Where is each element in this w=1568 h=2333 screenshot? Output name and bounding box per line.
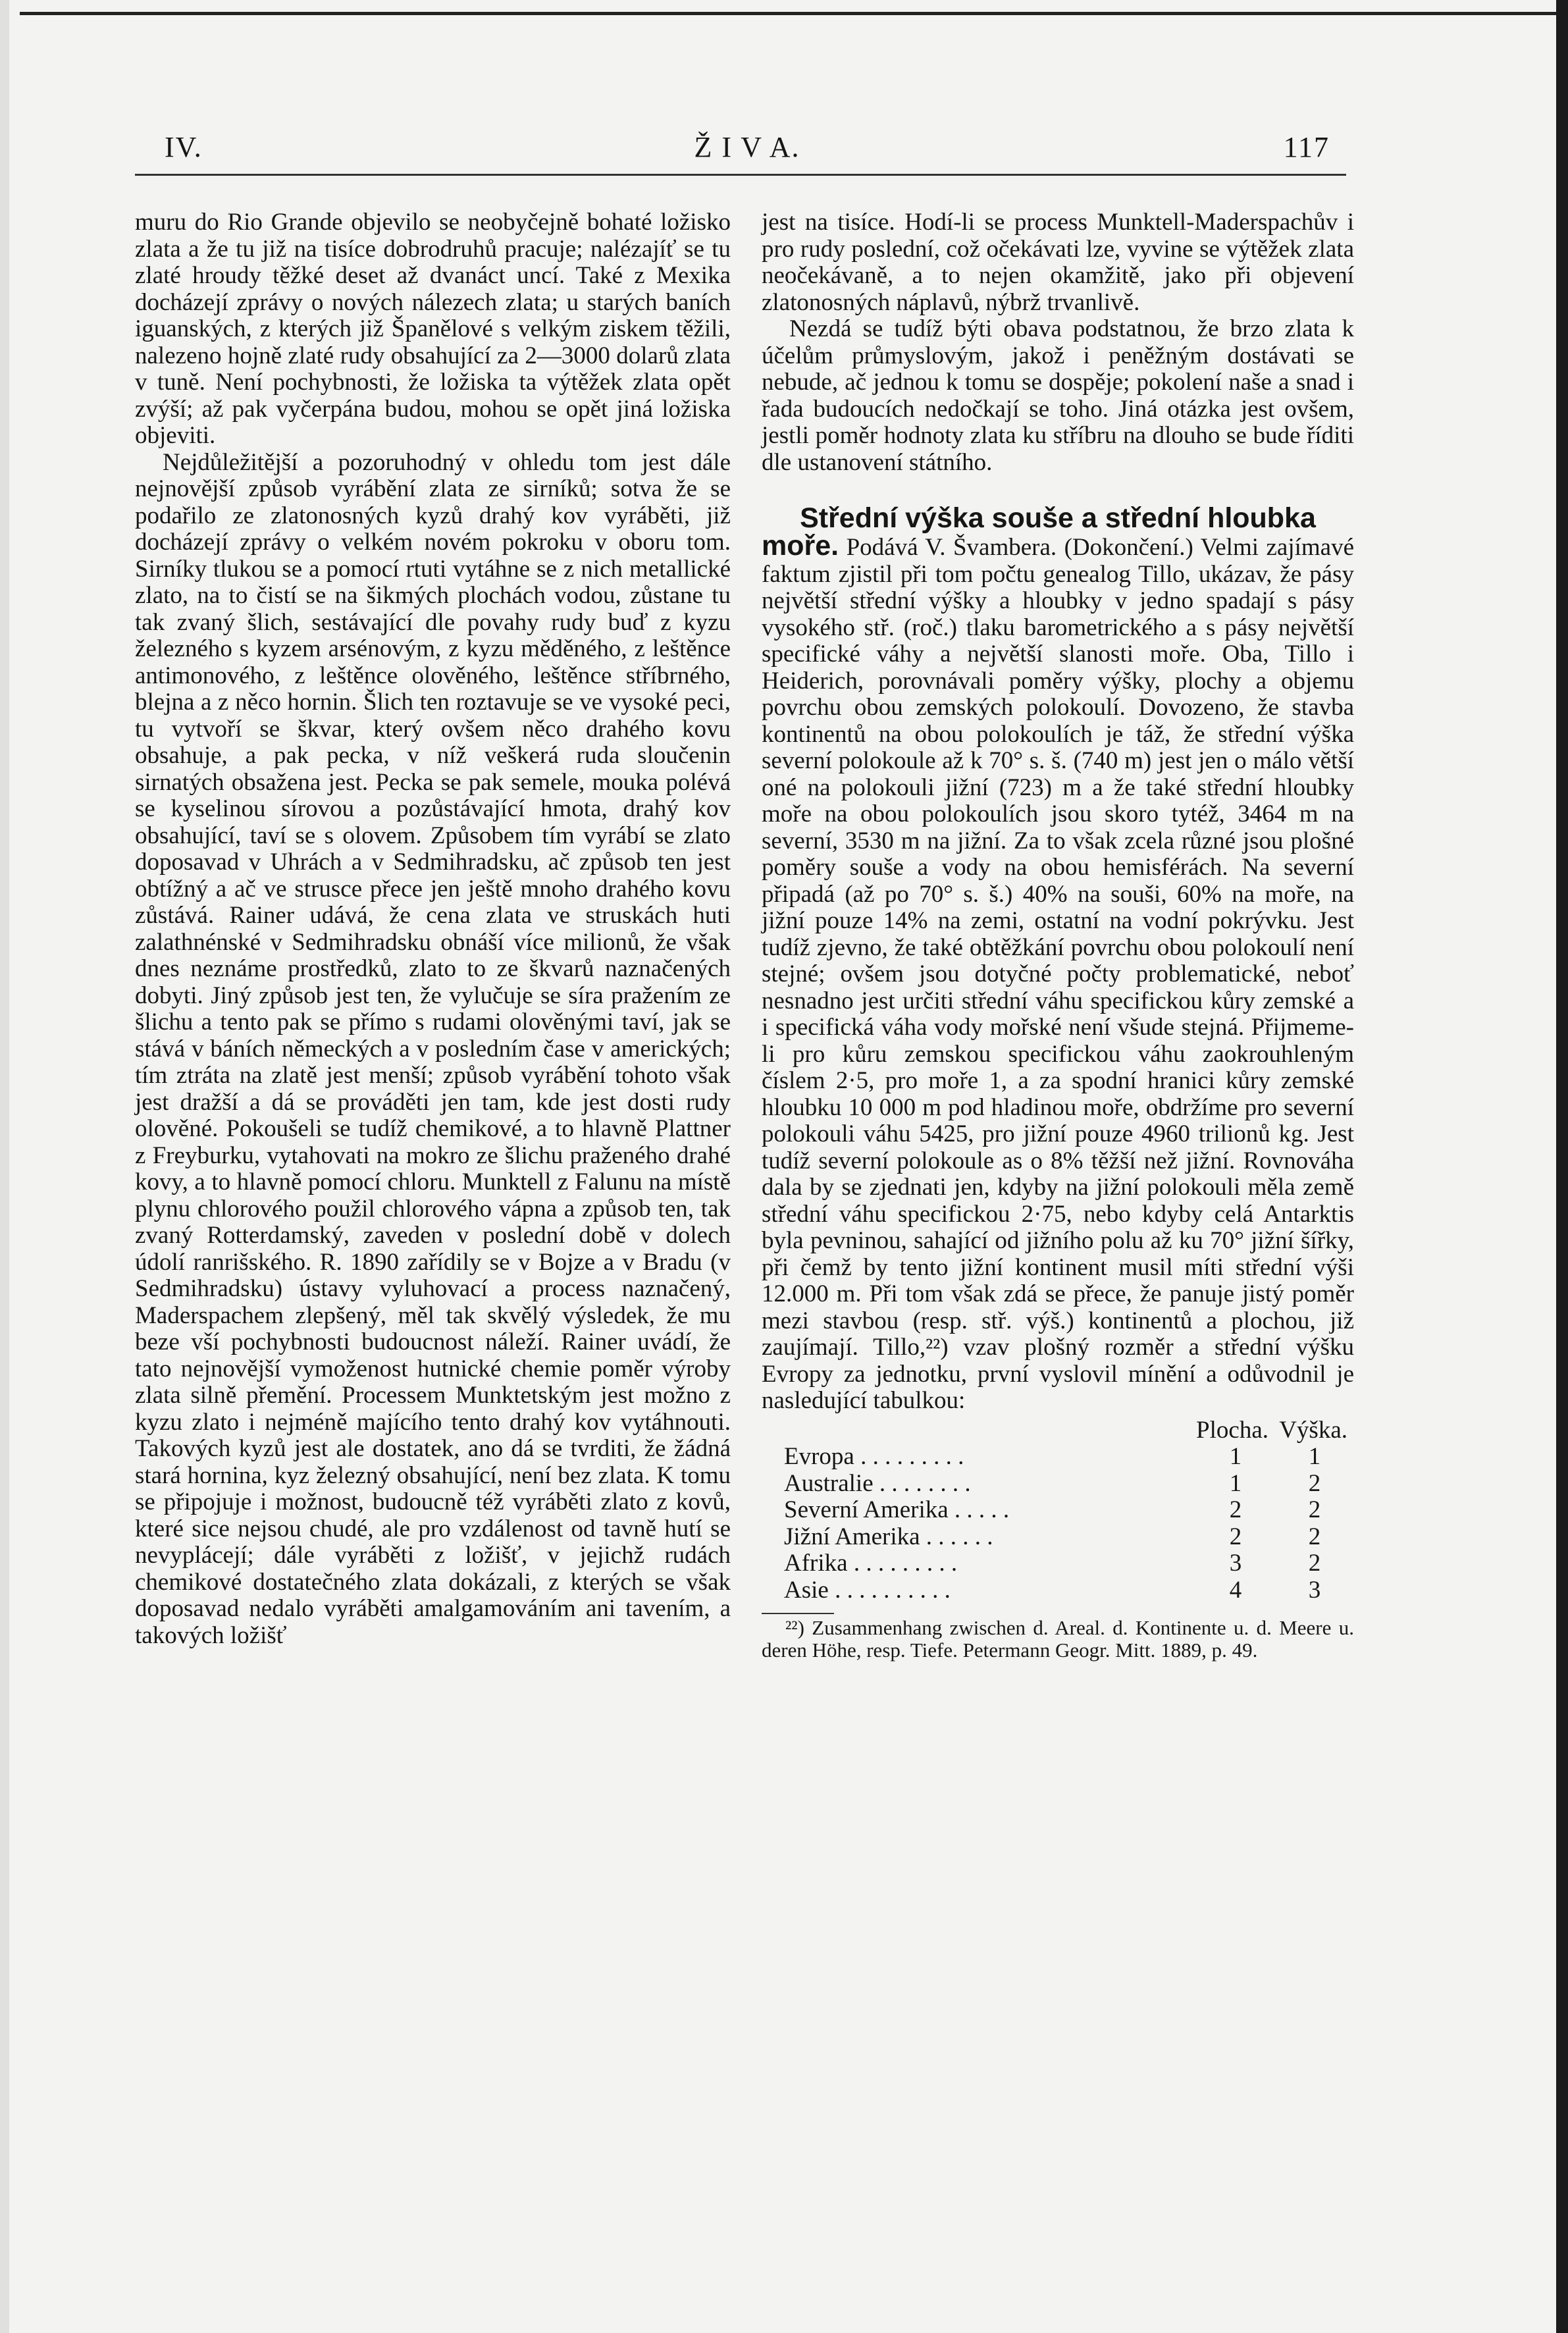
volume-number: IV. bbox=[165, 131, 203, 163]
page-edge-top bbox=[20, 12, 1557, 15]
table-header-row bbox=[762, 1417, 1354, 1444]
right-paragraph-1: jest na tisíce. Hodí-li se process Munktell-Maderspachův i pro rudy poslední, což očekávati lze, vyvine se výtěžek zlata neočekávaně, a to nejen okamžitě, jako při objevení zlatonosných náplavů, nýbrž trvanlivě. bbox=[762, 209, 1354, 316]
continents-table bbox=[762, 1417, 1354, 1604]
footnote-rule bbox=[762, 1613, 834, 1614]
row-plocha: 4 bbox=[1229, 1576, 1242, 1604]
table-row bbox=[762, 1524, 1354, 1551]
table-row bbox=[762, 1550, 1354, 1577]
right-column bbox=[762, 209, 1354, 1662]
row-vyska: 2 bbox=[1308, 1550, 1321, 1577]
section-heading: Střední výška souše a střední hloubka bbox=[800, 502, 1316, 534]
row-plocha: 3 bbox=[1229, 1550, 1242, 1577]
journal-title: Ž I V A. bbox=[694, 131, 800, 163]
row-vyska: 1 bbox=[1308, 1443, 1321, 1470]
table-row bbox=[762, 1497, 1354, 1524]
col-header-vyska: Výška. bbox=[1279, 1416, 1347, 1444]
page-edge-right bbox=[1556, 0, 1568, 2333]
row-name: Jižní Amerika . . . . . . bbox=[784, 1523, 993, 1550]
row-plocha: 1 bbox=[1229, 1443, 1242, 1470]
row-vyska: 2 bbox=[1308, 1523, 1321, 1550]
running-header bbox=[165, 130, 1330, 170]
row-name: Afrika . . . . . . . . . bbox=[784, 1550, 958, 1577]
section-heading-tail: moře. bbox=[762, 530, 839, 562]
table-row bbox=[762, 1471, 1354, 1498]
row-name: Asie . . . . . . . . . . bbox=[784, 1576, 951, 1604]
row-plocha: 2 bbox=[1229, 1496, 1242, 1523]
row-vyska: 2 bbox=[1308, 1469, 1321, 1497]
row-vyska: 3 bbox=[1308, 1576, 1321, 1604]
section-lead bbox=[762, 530, 1355, 1415]
row-name: Severní Amerika . . . . . bbox=[784, 1496, 1010, 1523]
table-row bbox=[762, 1577, 1354, 1604]
row-name: Australie . . . . . . . . bbox=[784, 1469, 971, 1497]
left-paragraph-1: muru do Rio Grande objevilo se neobyčejně bohaté ložisko zlata a že tu již na tisíce dobrodruhů pracuje; nalézajíť se tu zlaté hroudy těžké deset až dvanáct uncí. Také z Mexika docházejí zprávy o nových nálezech zlata; u starých baních iguanských, z kterých již Španělové s velkým ziskem těžili, nalezeno hojně zlaté rudy obsahující za 2—3000 dolarů zlata v tuně. Není pochybnosti, že ložiska ta výtěžek zlata opět zvýší; až pak vyčerpána budou, mohou se opět jiná ložiska objeviti. bbox=[135, 209, 731, 449]
left-paragraph-2: Nejdůležitější a pozoruhodný v ohledu tom jest dále nejnovější způsob vyrábění zlata ze sirníků; sotva že se podařilo ze zlatonosných kyzů drahý kov vyráběti, již docházejí zprávy o velkém novém pokroku v oboru tom. Sirníky tlukou se a pomocí rtuti vytáhne se z nich metallické zlato, na to čistí se na šikmých plochách vodou, zůstane tu tak zvaný šlich, sestávající dle povahy rudy buď z kyzu železného s kyzem arsénovým, z kyzu měděného, z leštěnce antimonového, z leštěnce olověného, leštěnce stříbrného, blejna a z něco hornin. Šlich ten roztavuje se ve vysoké peci, tu vytvoří se škvar, který ovšem něco drahého kovu obsahuje, a pak pecka, v níž veškerá ruda sloučenin sirnatých obsažena jest. Pecka se pak semele, mouka polévá se kyselinou sírovou a pozůstávající hmota, drahý kov obsahující, taví se s olovem. Způsobem tím vyrábí se zlato doposavad v Uhrách a v Sedmihradsku, ač způsob ten jest obtížný a ač ve strusce přece jen ještě mnoho drahého kovu zůstává. Rainer udává, že cena zlata ve struskách huti zalathnénské v Sedmihradsku obnáší více milionů, že však dnes neznáme prostředků, zlato to ze škvarů naznačených dobyti. Jiný způsob jest ten, že vylučuje se síra pražením ze šlichu a tento pak se přímo s rudami olověnými taví, jak se stává v báních německých a v posledním čase v amerických; tím ztráta na zlatě jest menší; způsob vyrábění tohoto však jest dražší a dá se prováděti jen tam, kde jest dosti rudy olověné. Pokoušeli se tudíž chemikové, a to hlavně Plattner z Freyburku, vytahovati na mokro ze šlichu praženého drahé kovy, a to hlavně pomocí chloru. Munktell z Falunu na místě plynu chlorového použil chlorového vápna a způsob ten, tak zvaný Rotterdamský, zaveden v poslední době v dolech údolí ranrišského. R. 1890 zařídily se v Bojze a v Bradu (v Sedmihradsku) ústavy vyluhovací a process naznačený, Maderspachem zlepšený, měl tak skvělý výsledek, že mu beze vší pochybnosti budoucnost náleží. Rainer uvádí, že tato nejnovější vymoženost hutnické chemie poměr výroby zlata silně přemění. Processem Munktetským jest možno z kyzu zlato i nejméně majícího tento drahý kov vytáhnouti. Takových kyzů jest ale dostatek, ano dá se tvrditi, že žádná stará hornina, kyz železný obsahující, není bez zlata. K tomu se připojuje i možnost, budoucně též vyráběti zlato z kovů, které sice nejsou chudé, ale pro vzdálenost od tavně hutí se nevyplácejí; dále vyráběti z ložišť, v jejichž rudách chemikové dostatečného zlata dokázali, z kterých se však doposavad nedalo vyráběti amalgamováním ani tavením, a takových ložišť bbox=[135, 448, 731, 1649]
header-rule bbox=[135, 174, 1346, 176]
left-column bbox=[135, 209, 731, 1649]
row-plocha: 1 bbox=[1229, 1469, 1242, 1497]
section-byline: Podává V. Švambera. (Dokončení.) bbox=[846, 534, 1193, 561]
row-plocha: 2 bbox=[1229, 1523, 1242, 1550]
table-row bbox=[762, 1444, 1354, 1471]
footnote: ²²) Zusammenhang zwischen d. Areal. d. Kontinente u. d. Meere u. deren Höhe, resp. Tiefe. Petermann Geogr. Mitt. 1889, p. 49. bbox=[762, 1616, 1354, 1662]
right-paragraph-2: Nezdá se tudíž býti obava podstatnou, že brzo zlata k účelům průmyslovým, jakož i peněžným dostávati se nebude, ač jednou k tomu se dospěje; pokolení naše a snad i řada budoucích nedočkají se toho. Jiná otázka jest ovšem, jestli poměr hodnoty zlata ku stříbru na dlouho se bude říditi dle ustanovení státního. bbox=[762, 315, 1354, 476]
page-edge-left bbox=[0, 0, 9, 2333]
section-body: Velmi zajímavé faktum zjistil při tom počtu genealog Tillo, ukázav, že pásy největší střední výšky a hloubky v jedno spadají s pásy vysokého stř. (roč.) tlaku barometrického a s pásy největší specifické váhy a největší slanosti moře. Oba, Tillo i Heiderich, porovnávali poměry výšky, plochy a objemu povrchu obou zemských polokoulí. Dovozeno, že stavba kontinentů na obou polokoulích je táž, že střední výška severní polokoule až k 70° s. š. (740 m) jest jen o málo větší oné na polokouli jižní (723) m a že také střední hloubky moře na obou polokoulích jsou skoro tytéž, 3464 m na severní, 3530 m na jižní. Za to však zcela různé jsou plošné poměry souše a vody na obou hemisférách. Na severní připadá (až po 70° s. š.) 40% na souši, 60% na moře, na jižní pouze 14% na zemi, ostatní na vodní pokrývku. Jest tudíž zjevno, že také obtěžkání povrchu obou polokoulí není stejné; ovšem jsou dotyčné počty problematické, neboť nesnadno jest určiti střední váhu specifickou kůry zemské a i specifická váha vody mořské není všude stejná. Přijmeme-li pro kůru zemskou specifickou váhu zaokrouhleným číslem 2·5, pro moře 1, a za spodní hranici kůry zemské hloubku 10 000 m pod hladinou moře, obdržíme pro severní polokouli váhu 5425, pro jižní pouze 4960 trilionů kg. Jest tudíž severní polokoule as o 8% těžší než jižní. Rovnováha dala by se zjednati jen, kdyby na jižní polokouli měla země střední váhu specifickou 2·75, nebo kdyby celá Antarktis byla pevninou, sahající od jižního polu až ku 70° jižní šířky, při čemž by tento jižní kontinent musil míti střední výši 12.000 m. Při tom však zdá se přece, že panuje jistý poměr mezi stavbou (resp. stř. výš.) kontinentů a plochou, již zaujímají. Tillo,²²) vzav plošný rozměr a střední výšku Evropy za jednotku, první vyslovil mínění a odůvodnil je nasledující tabulkou: bbox=[762, 534, 1355, 1414]
row-name: Evropa . . . . . . . . . bbox=[784, 1443, 964, 1470]
col-header-plocha: Plocha. bbox=[1196, 1416, 1268, 1444]
row-vyska: 2 bbox=[1308, 1496, 1321, 1523]
page-number: 117 bbox=[1283, 131, 1330, 163]
